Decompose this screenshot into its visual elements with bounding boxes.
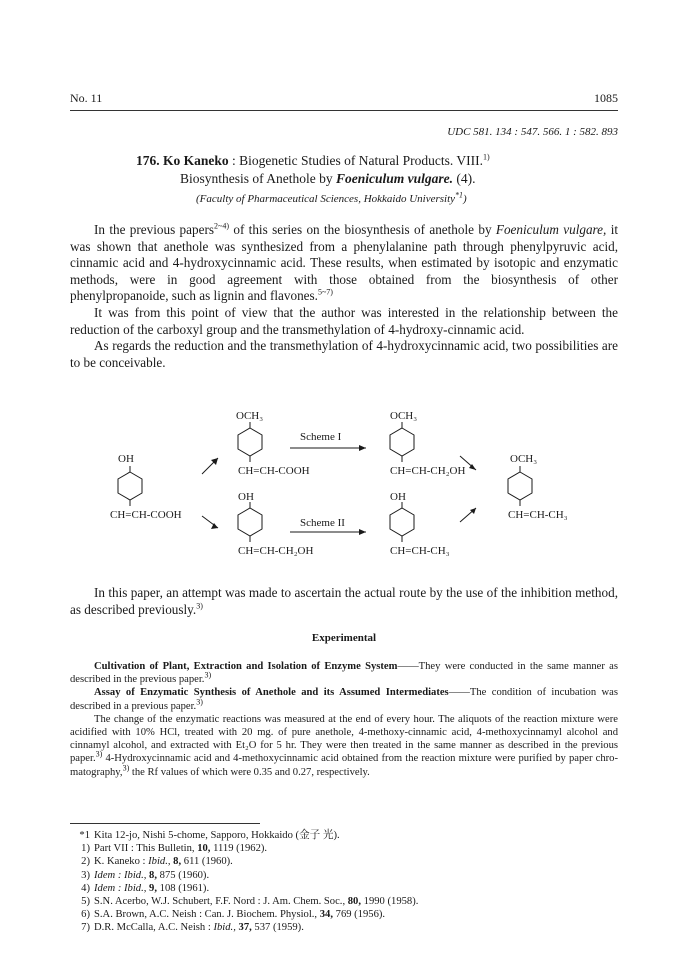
footnote-number: *1 [79,830,90,841]
footnote-item [70,921,618,934]
footnote-text: 1119 (1962). [213,843,268,855]
scheme-ii-intermediate-top: OH [238,491,254,503]
footnote-number: 1) [81,843,90,855]
intro-text: of this series on the biosynthesis of anethole by [233,222,492,237]
footnote-text: 108 (1961). [159,882,210,894]
footnote-text: S.A. Brown, A.C. Neish : Can. J. Biochem. Physiol., [94,909,318,921]
footnote-text: 769 (1956). [335,909,386,921]
scheme-i-intermediate-top: OCH₃ [236,410,264,422]
udc-classification: UDC 581. 134 : 547. 566. 1 : 582. 893 [447,126,618,138]
benzene-ring [238,508,262,536]
footnote-text: D.R. McCalla, A.C. Neish : [94,922,211,934]
footnote-volume: 10, [197,843,211,855]
paragraph-lead: Cultivation of Plant, Extraction and Isolation of Enzyme System [94,661,398,672]
method-paragraph [70,585,618,618]
footnote-ref: 3) [196,697,203,707]
author-name: Ko Kaneko [163,153,229,168]
title-line-2 [136,170,490,188]
footnote-number: 5) [81,896,90,908]
footnote-ref: 3) [122,763,130,773]
subtitle-part: (4). [456,171,476,186]
footnote-volume: 80, [347,896,361,908]
page-number: 1085 [594,91,618,105]
footnote-number: 7) [81,922,90,934]
species-name: Foeniculum vulgare, [495,222,607,237]
footnote-volume: 37, [238,922,252,934]
footnote-text: 611 (1960). [183,856,233,868]
paragraph-text: the Rf values of which were 0.35 and 0.27, respectively. [131,766,370,778]
affiliation-close: ) [463,193,467,205]
affiliation-footnote-ref: *1 [455,190,464,200]
experimental-paragraph-3 [70,713,618,779]
footnote-text: K. Kaneko : [94,856,146,868]
scheme-ii-intermediate-bottom: CH=CH-CH₂OH [238,545,314,557]
start-substituent-top: OH [118,453,134,465]
article-title [136,152,490,188]
paragraph-text: ——They were conducted in the same manner as described in the previous paper. [70,661,619,686]
footnote-volume: 8, [173,856,182,868]
footnote-number: 3) [81,869,90,881]
footnote-author: Idem : [94,869,122,881]
benzene-ring [390,428,414,456]
intro-text: it was shown that anethole was synthesized from a phenylalanine path through phenylpyruvic acid, cinnamic acid and 4-hydroxycinnamic acid. These results, when estimated by isotopic and enzymatic methods, were in good agreement with those obtained from the biosynthesis of other phenylpropanoide, such as lignin and flavones. [70,222,619,304]
title-footnote-ref: 1) [482,152,490,162]
footnote-rule [70,823,260,824]
affiliation-text: (Faculty of Pharmaceutical Sciences, Hokkaido University [196,193,456,205]
experimental-paragraph-1 [70,660,618,686]
footnote-item [70,855,618,868]
footnote-author: Idem : [94,882,122,894]
footnote-volume: 8, [149,869,157,881]
benzene-ring [390,508,414,536]
experimental-paragraph-2 [70,686,618,712]
footnote-number: 6) [81,909,90,921]
footnote-text: S.N. Acerbo, W.J. Schubert, F.F. Nord : J. Am. Chem. Soc., [94,896,346,908]
scheme-i-label: Scheme I [300,431,342,443]
footnote-ref: 3) [95,749,103,759]
intro-paragraph-3: As regards the reduction and the transmethylation of 4-hydroxycinnamic acid, two possibilities are to be conceivable. [70,338,618,370]
benzene-ring [238,428,262,456]
intro-paragraph-2: It was from this point of view that the author was interested in the relationship between the reduction of the carboxyl group and the transmethylation of 4-hydroxy-cinnamic acid. [70,304,618,337]
footnote-text: Part VII : This Bulletin, [94,843,195,855]
footnote-text: Kita 12-jo, Nishi 5-chome, Sapporo, Hokkaido (金子 光). [94,830,340,841]
benzene-ring [508,472,532,500]
footnote-number: 4) [81,882,90,894]
footnote-item [70,869,618,882]
experimental-section [70,660,618,779]
scheme-i-product-bottom: CH=CH-CH₂OH [390,465,466,477]
scheme-ii-product-top: OH [390,491,406,503]
footnote-ref: 5~7) [317,287,333,297]
subtitle-text: Biosynthesis of Anethole by [180,171,333,186]
scheme-i-product-top: OCH₃ [390,410,418,422]
intro-text: In the previous papers [94,222,214,237]
footnote-item [70,908,618,921]
paragraph-text: The change of the enzymatic reactions was measured at the end of every hour. The aliquots of the reaction mixture were acidified with 10% HCl, treated with 20 mg. of pure anethole, 4-methoxy-cinnamic acid, 4-methoxycinnamyl alcohol and cinnamyl alcohol, and extracted with Et₂O for 5 hr. They were then treated in the same manner as described in the previous paper. [70,713,618,765]
title-line-1 [136,152,490,170]
paragraph-lead: Assay of Enzymatic Synthesis of Anethole and its Assumed Intermediates [94,687,449,699]
footnote-text: 875 (1960). [159,869,210,881]
footnote-item [70,882,618,895]
footnote-journal: Ibid., [148,856,171,868]
footnote-journal: Ibid., [124,869,147,881]
introduction [70,222,618,371]
paragraph-text: ——The condition of incubation was described in a previous paper. [70,687,618,712]
article-number: 176. [136,153,160,168]
footnote-ref: 3) [196,601,203,611]
paragraph-text: 4-Hydroxycinnamic acid and 4-methoxycinnamic acid obtained from the reaction mixture were purified by paper chro-matography, [70,753,618,778]
start-substituent-bottom: CH=CH-COOH [110,509,182,521]
footnote-ref: 2~4) [213,221,229,231]
experimental-heading: Experimental [311,632,377,644]
final-product-top: OCH₃ [510,453,538,465]
benzene-ring [118,472,142,500]
footnote-journal: Ibid., [124,882,147,894]
footnote-item [70,842,618,855]
footnote-volume: 9, [149,882,157,894]
affiliation [196,190,467,205]
footnote-text: 537 (1959). [254,922,304,934]
journal-issue-number: No. 11 [70,91,103,105]
footnote-number: 2) [81,856,90,868]
species-name: Foeniculum vulgare. [336,171,454,186]
final-product-bottom: CH=CH-CH₃ [508,509,568,521]
intro-paragraph-1 [70,222,618,305]
scheme-ii-product-bottom: CH=CH-CH₃ [390,545,450,557]
title-text: : Biogenetic Studies of Natural Products. VIII. [232,153,483,168]
method-text: In this paper, an attempt was made to ascertain the actual route by the use of the inhibition method, as described previously. [70,585,618,617]
scheme-ii-label: Scheme II [300,517,345,529]
reaction-scheme [110,408,580,568]
header-rule [70,110,618,111]
footnotes [70,829,618,935]
footnote-volume: 34, [319,909,333,921]
footnote-item [70,895,618,908]
scheme-i-intermediate-bottom: CH=CH-COOH [238,465,310,477]
footnote-ref: 3) [204,670,212,680]
footnote-journal: Ibid., [213,922,236,934]
footnote-item [70,829,618,842]
footnote-text: 1990 (1958). [363,896,419,908]
